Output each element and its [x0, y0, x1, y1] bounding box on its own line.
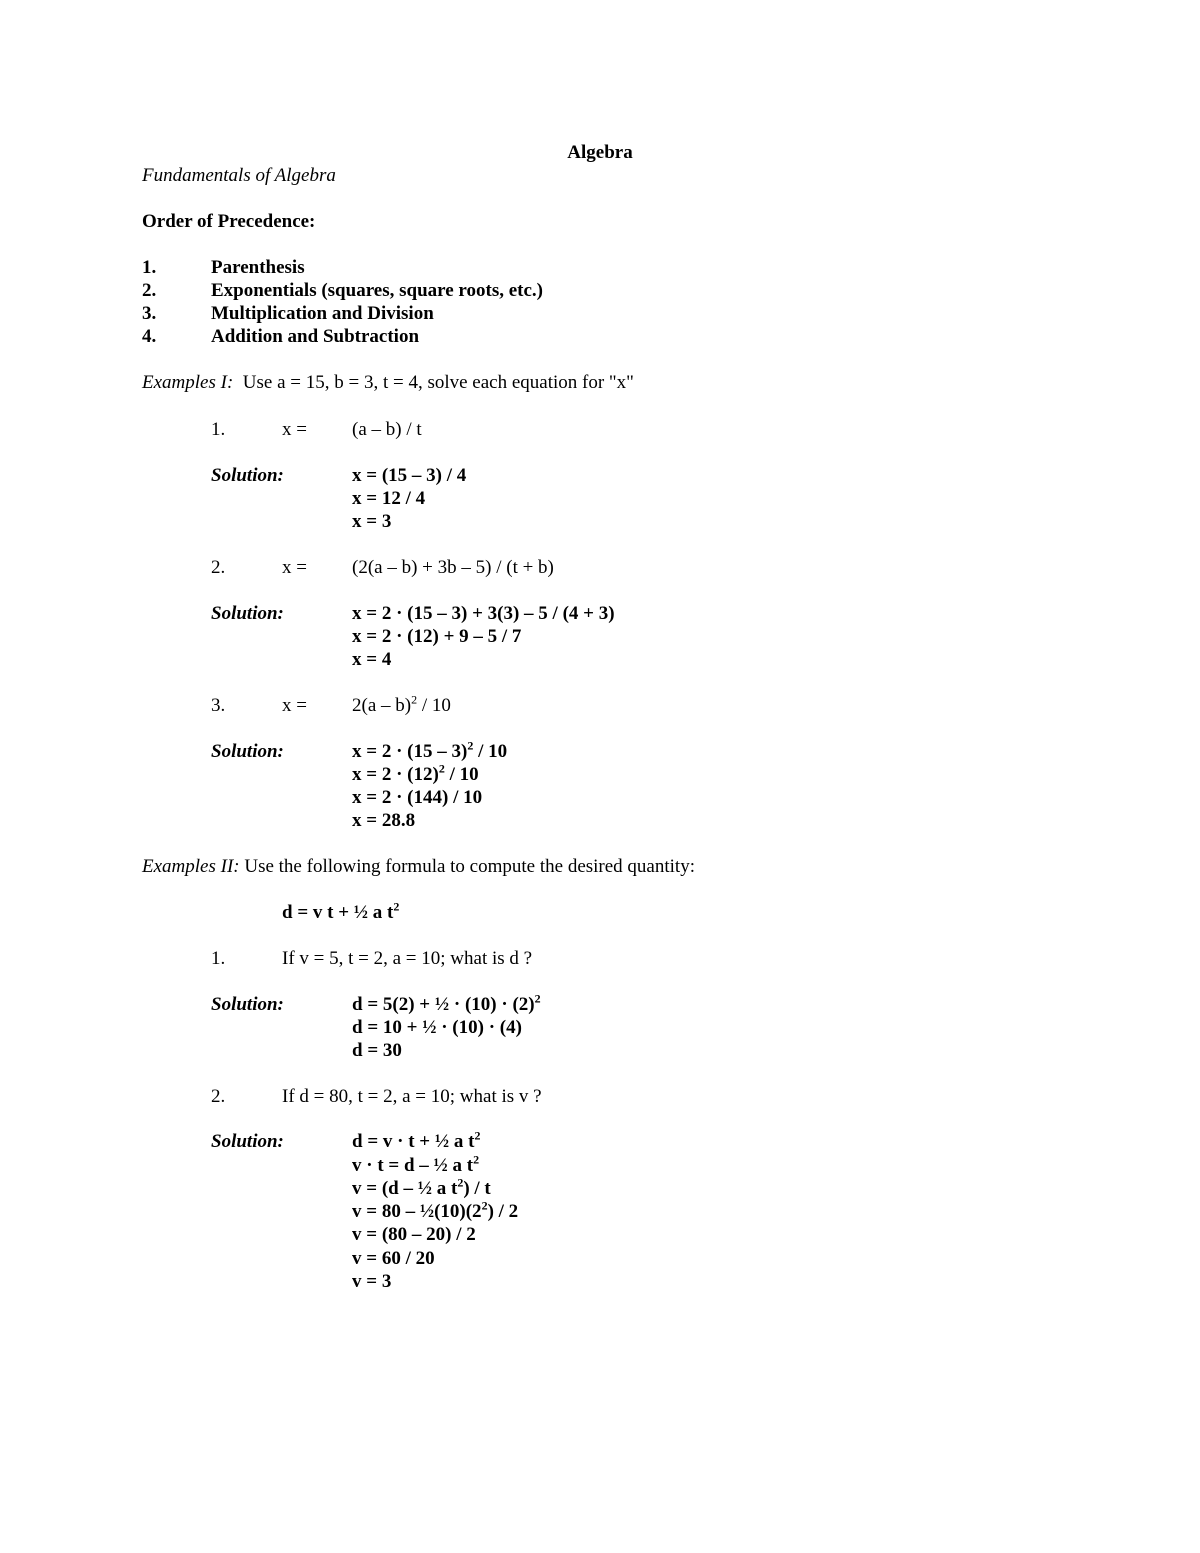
solution-line: x = (15 – 3) / 4: [352, 465, 467, 486]
problem-number: 1.: [211, 948, 226, 969]
solution-line: $x = 2 \cdot (12)^2 / 10$: [352, 761, 479, 785]
problem-equation: (2(a – b) + 3b – 5) / (t + b): [352, 557, 554, 578]
solution-label: Solution:: [211, 994, 284, 1015]
solution-line: v · t = d – ½ a $t^2$: [352, 1152, 480, 1176]
solution-line: x = 3: [352, 511, 392, 532]
precedence-item-number: 1.: [142, 257, 157, 278]
problem-number: 2.: [211, 557, 226, 578]
problem-number: 2.: [211, 1086, 226, 1107]
precedence-item-number: 3.: [142, 303, 157, 324]
examples-1-label: Examples I:: [142, 372, 234, 393]
problem-question: If v = 5, t = 2, a = 10; what is d ?: [282, 948, 533, 969]
formula: d = v t + ½ a $t^2$: [282, 899, 400, 923]
solution-label: Solution:: [211, 603, 284, 624]
problem-lhs: x =: [282, 695, 307, 716]
solution-line: x = 2 · (15 – 3) + 3(3) – 5 / (4 + 3): [352, 603, 615, 624]
precedence-item-text: Addition and Subtraction: [211, 326, 420, 347]
examples-2-label: Examples II:: [142, 856, 240, 877]
solution-line: $v = 80 - \frac{1}{2}(10)(2^2) / 2$: [352, 1198, 519, 1222]
precedence-item-number: 2.: [142, 280, 157, 301]
examples-1-intro: [142, 372, 634, 394]
precedence-heading: Order of Precedence:: [142, 211, 316, 232]
precedence-item-text: Multiplication and Division: [211, 303, 434, 324]
solution-label: Solution:: [211, 465, 284, 486]
precedence-item-number: 4.: [142, 326, 157, 347]
precedence-item-text: Exponentials (squares, square roots, etc.): [211, 280, 543, 301]
problem-equation: (a – b) / t: [352, 419, 422, 440]
solution-line: x = 28.8: [352, 810, 416, 831]
problem-equation: 2(a – b)$^2$ / 10: [352, 692, 451, 716]
solution-line: v = 60 / 20: [352, 1248, 435, 1269]
page-title: Algebra: [567, 142, 633, 163]
solution-line: v = (80 – 20) / 2: [352, 1224, 476, 1245]
solution-line: v = 3: [352, 1271, 392, 1292]
solution-label: Solution:: [211, 1131, 284, 1152]
subtitle: Fundamentals of Algebra: [142, 165, 336, 186]
solution-line: d = 5(2) + ½ · $(10) \cdot (2)^2$: [352, 991, 541, 1015]
problem-number: 1.: [211, 419, 226, 440]
solution-line: d = 30: [352, 1040, 402, 1061]
examples-2-text: Use the following formula to compute the desired quantity:: [244, 856, 695, 877]
solution-line: d = 10 + ½ · (10) · (4): [352, 1017, 522, 1038]
solution-line: v = (d – ½ a $t^2$) / t: [352, 1175, 491, 1199]
solution-line: x = 2 · (12) + 9 – 5 / 7: [352, 626, 522, 647]
solution-line: d = v · t + ½ a $t^2$: [352, 1128, 481, 1152]
solution-label: Solution:: [211, 741, 284, 762]
problem-question: If d = 80, t = 2, a = 10; what is v ?: [282, 1086, 542, 1107]
solution-line: x = 4: [352, 649, 392, 670]
solution-line: x = 2 · (15 – 3)$^2$ / 10: [352, 738, 508, 762]
precedence-item-text: Parenthesis: [211, 257, 305, 278]
problem-number: 3.: [211, 695, 226, 716]
problem-lhs: x =: [282, 557, 307, 578]
examples-1-text: Use a = 15, b = 3, t = 4, solve each equation for "x": [242, 372, 634, 393]
solution-line: x = 12 / 4: [352, 488, 426, 509]
examples-2-intro: [142, 856, 695, 878]
solution-line: x = 2 · (144) / 10: [352, 787, 483, 808]
problem-lhs: x =: [282, 419, 307, 440]
